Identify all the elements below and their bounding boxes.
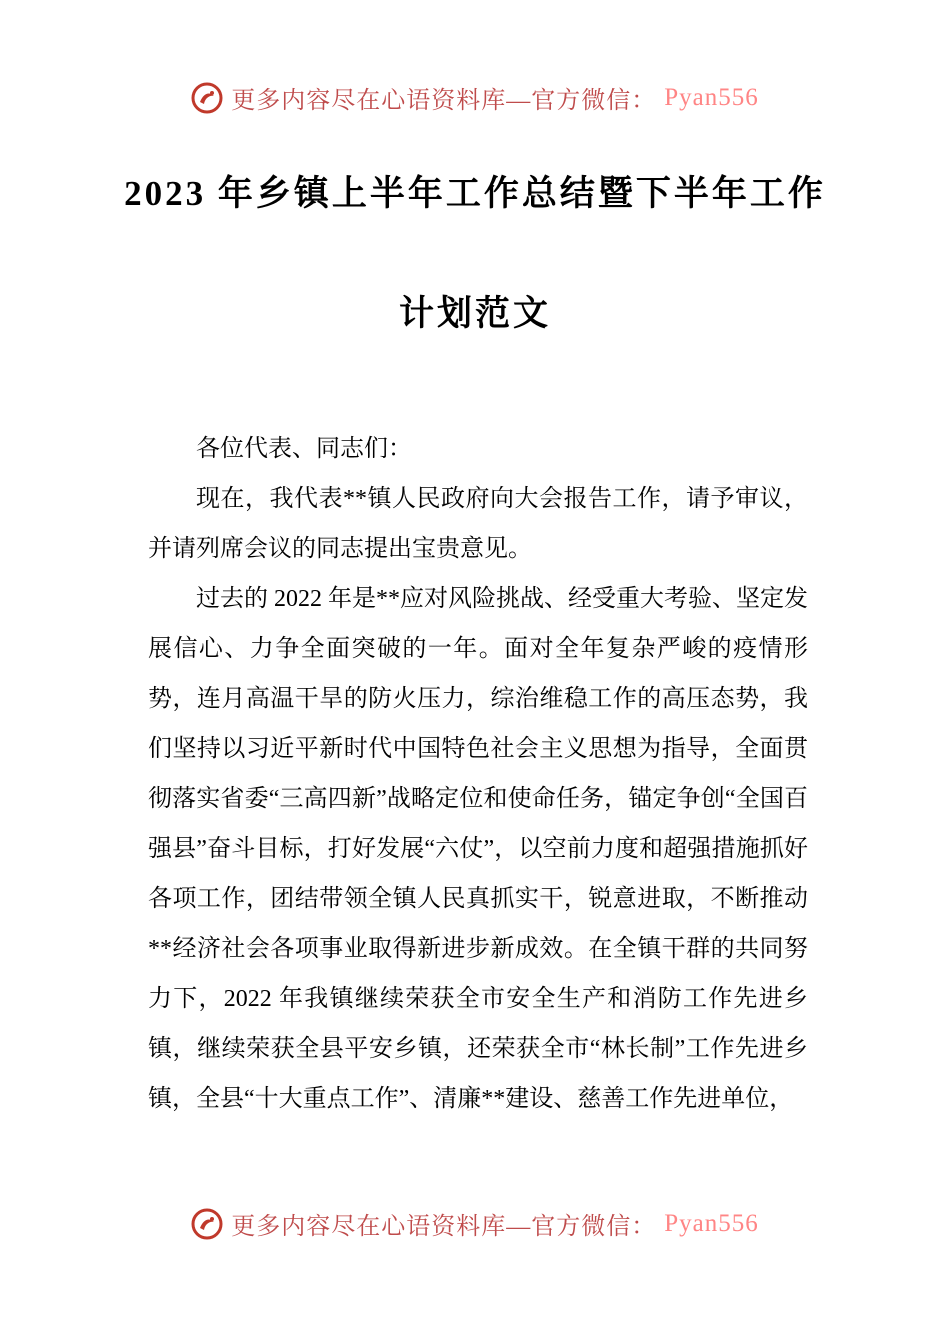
- paragraph-review-2022: 过去的 2022 年是**应对风险挑战、经受重大考验、坚定发展信心、力争全面突破的一年。面对全年复杂严峻的疫情形势，连月高温干旱的防火压力，综治维稳工作的高压态势，我们坚持以习近平新时代中国特色社会主义思想为指导，全面贯彻落实省委“三高四新”战略定位和使命任务，锚定争创“全国百强县”奋斗目标，打好发展“六仗”，以空前力度和超强措施抓好各项工作，团结带领全镇人民真抓实干，锐意进取，不断推动**经济社会各项事业取得新进步新成效。在全镇干群的共同努力下，2022 年我镇继续荣获全市安全生产和消防工作先进乡镇，继续荣获全县平安乡镇，还荣获全市“林长制”工作先进乡镇，全县“十大重点工作”、清廉**建设、慈善工作先进单位，: [148, 586, 808, 1112]
- footer-watermark-text: 更多内容尽在心语资料库—官方微信：: [231, 1214, 657, 1240]
- footer-watermark-handle: Pyan556: [664, 1209, 759, 1237]
- footer-watermark: [0, 1206, 950, 1241]
- brand-logo-icon: [191, 1208, 223, 1240]
- document-body: [148, 424, 808, 1124]
- document-title: [0, 172, 950, 336]
- header-watermark: [0, 80, 950, 115]
- paragraph-salutation: 各位代表、同志们：: [196, 436, 412, 462]
- paragraph-intro: 现在，我代表**镇人民政府向大会报告工作，请予审议，并请列席会议的同志提出宝贵意见。: [148, 486, 808, 562]
- header-watermark-text: 更多内容尽在心语资料库—官方微信：: [231, 88, 657, 114]
- title-line-2: 计划范文: [398, 294, 551, 333]
- title-line-1: 2023 年乡镇上半年工作总结暨下半年工作: [124, 174, 826, 213]
- brand-logo-icon: [191, 82, 223, 114]
- header-watermark-handle: Pyan556: [664, 83, 759, 111]
